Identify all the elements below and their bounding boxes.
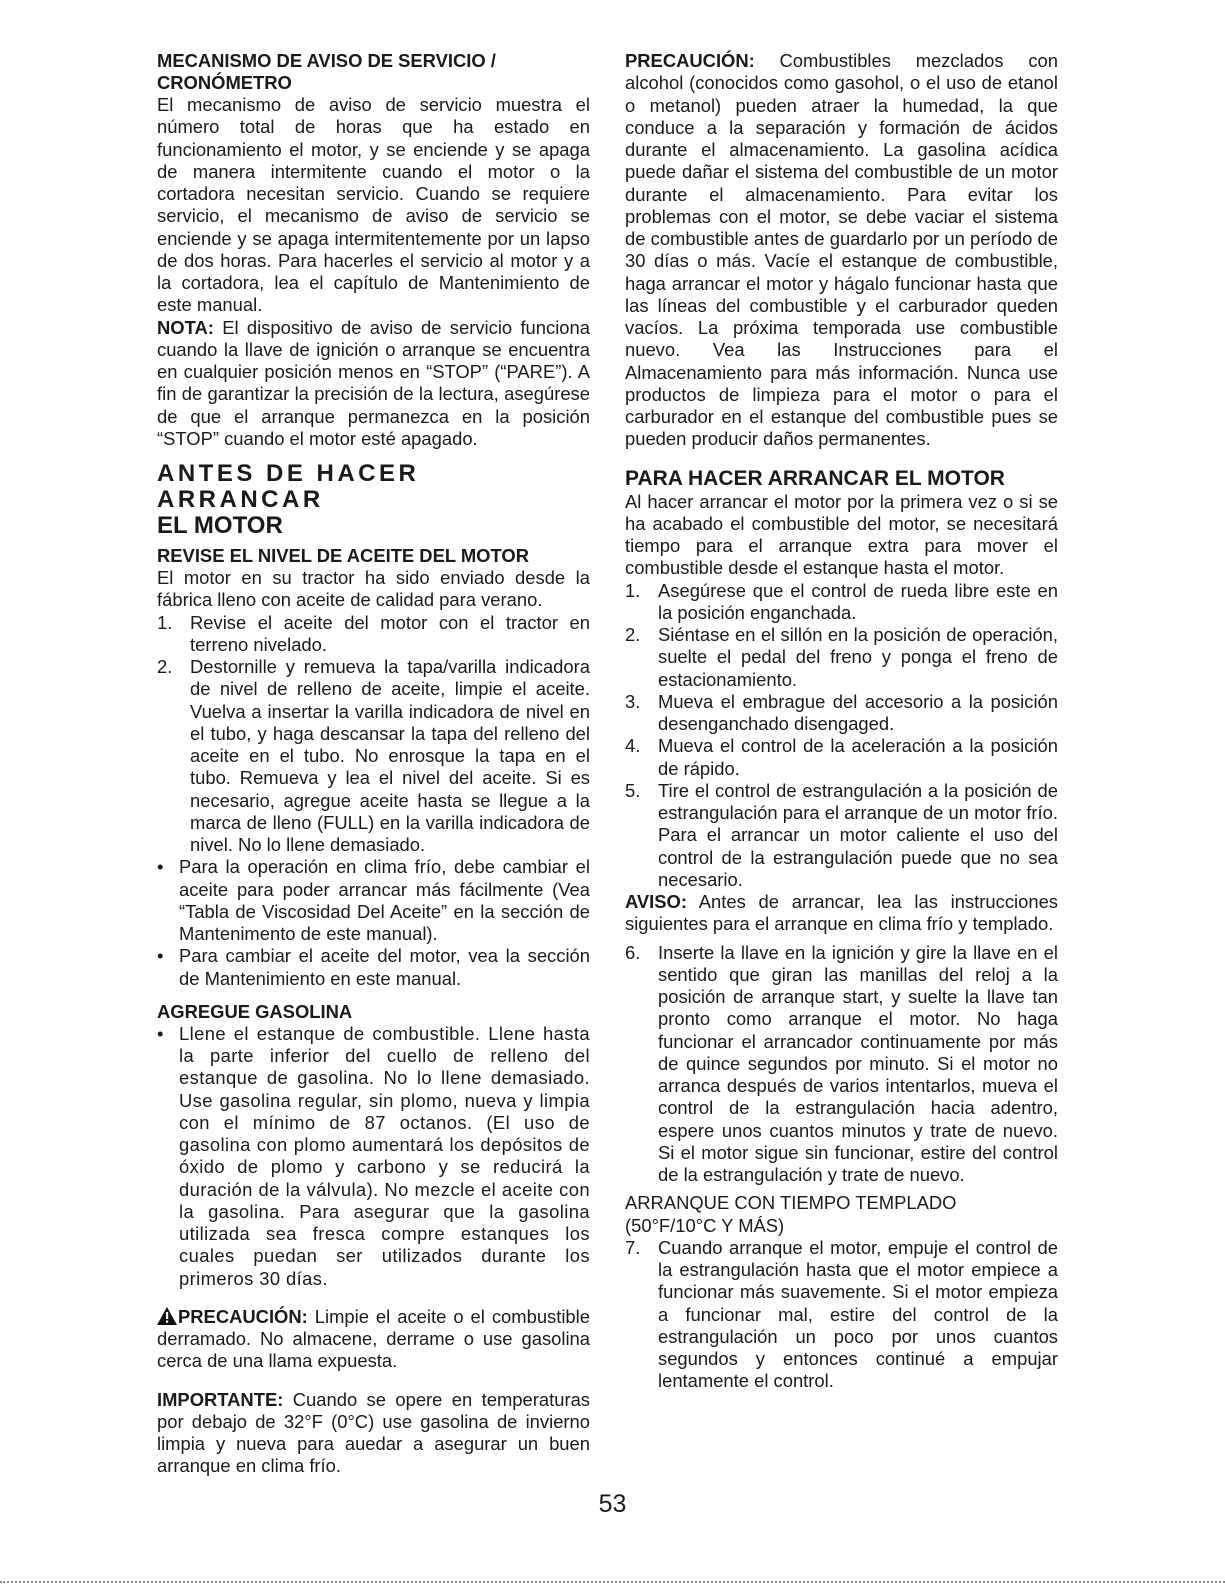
notice-label: AVISO: (625, 891, 687, 912)
bullet: • (157, 945, 164, 967)
step-number: 2. (157, 656, 173, 677)
bottom-divider (0, 1581, 1225, 1583)
step-number: 7. (625, 1236, 641, 1258)
step-text: Asegúrese que el control de rueda libre este en la posición enganchada. (658, 579, 1058, 623)
step-text: Tire el control de estrangulación a la posición de estrangulación para el arranque de un motor frío. Para el arrancar un motor caliente el uso del control de la estrangulación puede que no sea necesario. (658, 779, 1058, 890)
list-item (625, 942, 1058, 1187)
caution-label: PRECAUCIÓN: (625, 50, 755, 71)
bullet: • (157, 856, 164, 878)
step-text: Revise el aceite del motor con el tractor en terreno nivelado. (190, 611, 590, 655)
list-item (157, 945, 590, 990)
heading-check-oil: REVISE EL NIVEL DE ACEITE DEL MOTOR (157, 545, 529, 566)
oil-steps-list (157, 612, 590, 857)
list-item (625, 735, 1058, 780)
bullet-text: Para la operación en clima frío, debe cambiar el aceite para poder arrancar más fácilmente (Vea “Tabla de Viscosidad Del Aceite” en la sección de Mantenimento de este manual). (179, 856, 590, 944)
step-text: Siéntase en el sillón en la posición de operación, suelte el pedal del freno y ponga el freno de estacionamiento. (658, 624, 1058, 690)
warning-triangle-icon (157, 1307, 177, 1325)
heading-service-reminder: MECANISMO DE AVISO DE SERVICIO / CRONÓMETRO (157, 50, 496, 93)
note-text: El dispositivo de aviso de servicio funciona cuando la llave de ignición o arranque se encuentra en cualquier posición menos en “STOP” (“PARE”). A fin de garantizar la precisión de la lectura, asegúrese de que el arranque permanezca en la posición “STOP” cuando el motor esté apagado. (157, 316, 590, 449)
step-number: 3. (625, 690, 641, 712)
caution-label: PRECAUCIÓN: (178, 1305, 308, 1327)
bullet-text: Llene el estanque de combustible. Llene hasta la parte inferior del cuello de relleno del estanque de gasolina. No lo llene demasiado. Use gasolina regular, sin plomo, nueva y limpia con el mínimo de 87 octanos. (El uso de gasolina con plomo aumentará los depósitos de óxido de plomo y carbono y se reducirá la duración de la válvula). No mezcle el aceite con la gasolina. Para asegurar que la gasolina utilizada sea fresca compre estanques los cuales puedan ser utilizados durante los primeros 30 días. (179, 1022, 590, 1289)
important-text: Cuando se opere en temperaturas por debajo de 32°F (0°C) use gasolina de invierno limpia y nueva para auedar a asegurar un buen arranque en clima frío. (157, 1388, 590, 1477)
step-number: 1. (157, 611, 173, 633)
notice-paragraph (625, 891, 1058, 936)
paragraph-start-engine: Al hacer arrancar el motor por la primera vez o si se ha acabado el combustible del motor, se necesitará tiempo para el arranque extra para mover el combustible desde el estanque hasta el motor. (625, 490, 1058, 579)
step-text: Mueva el embrague del accesorio a la posición desenganchado disengaged. (658, 690, 1058, 734)
important-paragraph (157, 1389, 590, 1478)
step-text: Mueva el control de la aceleración a la posición de rápido. (658, 735, 1058, 779)
step-number: 4. (625, 735, 641, 757)
list-item (157, 656, 590, 856)
bullet: • (157, 1022, 164, 1044)
caution-text: Combustibles mezclados con alcohol (conocidos como gasohol, o el uso de etanol o metanol) pueden atraer la humedad, la que conduce a la separación y formación de ácidos durante el almacenamiento. La gasolina acídica puede dañar el sistema del combustible de un motor durante el almacenamiento. Para evitar los problemas con el motor, se debe vaciar el sistema de combustible antes de guardarlo por un período de 30 días o más. Vacíe el estanque de combustible, haga arrancar el motor y hágalo funcionar hasta que las líneas del combustible y el carburador queden vacíos. La próxima temporada use combustible nuevo. Vea las Instrucciones para el Almacenamiento para más información. Nunca use productos de limpieza para el motor o para el carburador en el estanque del combustible pues se pueden producir daños permanentes. (625, 50, 1058, 450)
right-column (625, 50, 1058, 1393)
step-number: 1. (625, 579, 641, 601)
heading-before-start: ANTES DE HACER ARRANCAR (157, 460, 420, 513)
step-number: 5. (625, 779, 641, 801)
bullet-text: Para cambiar el aceite del motor, vea la sección de Mantenimiento en este manual. (179, 945, 590, 989)
important-label: IMPORTANTE: (157, 1388, 284, 1410)
left-column (157, 50, 590, 1478)
step-number: 6. (625, 941, 641, 963)
heading-before-start-line2: EL MOTOR (157, 512, 283, 539)
list-item (625, 691, 1058, 736)
caution-text: Limpie el aceite o el combustible derramado. No almacene, derrame o use gasolina cerca de una llama expuesta. (157, 1305, 590, 1372)
notice-text: Antes de arrancar, lea las instrucciones siguientes para el arranque en clima frío y templado. (625, 891, 1058, 935)
step-text: Inserte la llave en la ignición y gire la llave en el sentido que giran las manillas del reloj a la posición de arranque start, y suelte la llave tan pronto como arranque el motor. No haga funcionar el arrancador continuamente por más de quince segundos por minuto. Si el motor no arranca después de varios intentarlos, mueva el control de la estrangulación hacia adentro, espere unos cuantos minutos y trate de nuevo. Si el motor sigue sin funcionar, estire del control de la estrangulación y trate de nuevo. (658, 941, 1058, 1185)
caution-paragraph-alcohol (625, 50, 1058, 451)
step-number: 2. (625, 624, 641, 645)
caution-paragraph (157, 1306, 590, 1373)
list-item (157, 612, 590, 657)
list-item (625, 1237, 1058, 1393)
list-item (625, 780, 1058, 891)
list-item (157, 856, 590, 945)
heading-warm-start: ARRANQUE CON TIEMPO TEMPLADO (625, 1192, 957, 1214)
note-paragraph (157, 317, 590, 451)
heading-warm-start-temp: (50°F/10°C Y MÁS) (625, 1214, 785, 1236)
paragraph-service-reminder: El mecanismo de aviso de servicio muestra el número total de horas que ha estado en funcionamiento el motor, y se enciende y se apaga de manera intermitente cuando el motor o la cortadora necesitan servicio. Cuando se requiere servicio, el mecanismo de aviso de servicio se enciende y se apaga intermitentemente por un lapso de dos horas. Para hacerles el servicio al motor y a la cortadora, lea el capítulo de Mantenimiento de este manual. (157, 94, 590, 316)
heading-start-engine: PARA HACER ARRANCAR EL MOTOR (625, 466, 1005, 490)
step-text: Destornille y remueva la tapa/varilla indicadora de nivel de relleno de aceite, limpie el aceite. Vuelva a insertar la varilla indicadora de nivel en el tubo, y haga descansar la tapa del relleno del aceite en el tubo. No enrosque la tapa en el tubo. Remueva y lea el nivel del aceite. Si es necesario, agregue aceite hasta se llegue a la marca de lleno (FULL) en la varilla indicadora de nivel. No lo llene demasiado. (190, 656, 590, 855)
list-item (157, 1023, 590, 1290)
step-text: Cuando arranque el motor, empuje el control de la estrangulación hasta que el motor empiece a funcionar más suavemente. Si el motor empieza a funcionar mal, estire del control de la estrangulación un poco por unos cuantos segundos y entonces continué a empujar lentamente el control. (658, 1236, 1058, 1392)
list-item (625, 580, 1058, 625)
paragraph-check-oil: El motor en su tractor ha sido enviado desde la fábrica lleno con aceite de calidad para verano. (157, 567, 590, 611)
oil-bullets-list (157, 856, 590, 990)
start-steps-list (625, 580, 1058, 892)
page-number: 53 (598, 1490, 627, 1518)
note-label: NOTA: (157, 316, 214, 338)
heading-add-fuel: AGREGUE GASOLINA (157, 1000, 353, 1022)
list-item (625, 624, 1058, 691)
